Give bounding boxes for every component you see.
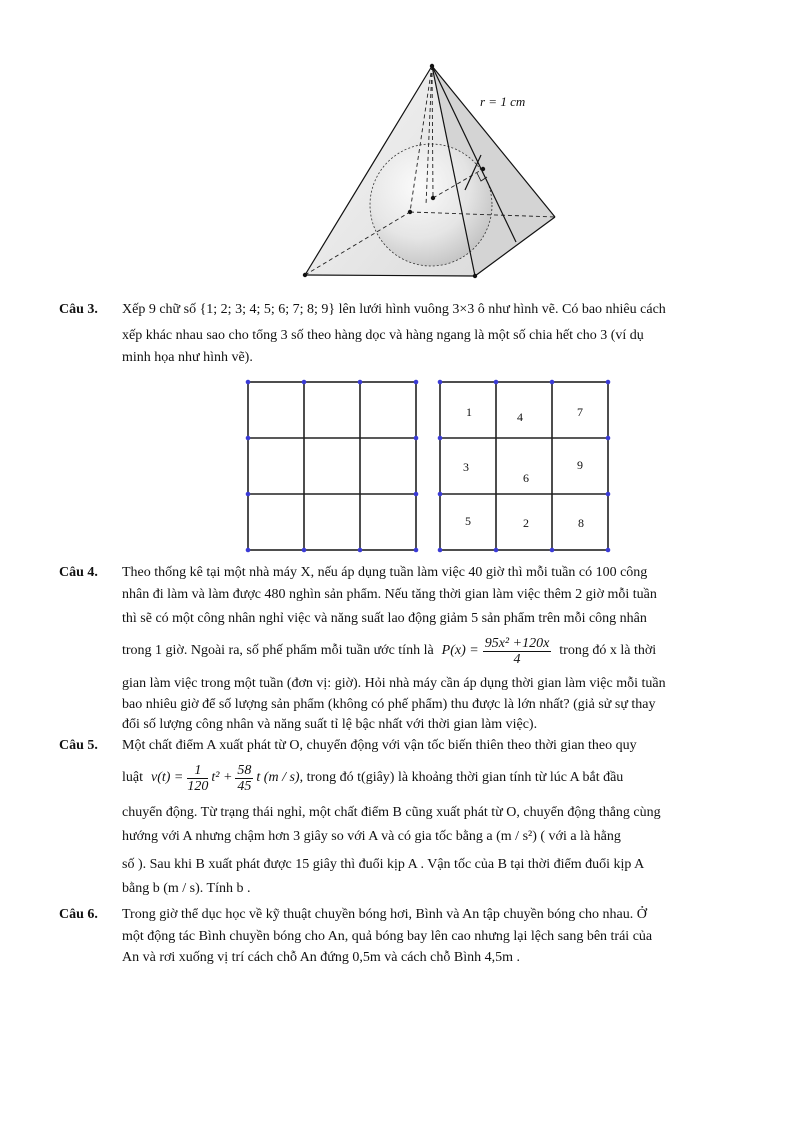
grid-cell-r1c2: 4 — [517, 410, 523, 424]
grid-cell-r3c3: 8 — [578, 516, 584, 530]
example-grid-figure — [436, 378, 614, 556]
question-6-text-line-1: Trong giờ thể dục học về kỹ thuật chuyền bóng hơi, Bình và An tập chuyền bóng cho nhau. Ở — [122, 907, 647, 922]
formula-p-numerator: 95x² +120x — [484, 635, 550, 651]
question-4-text-line-5: gian làm việc trong một tuần (đơn vị: giờ). Hỏi nhà máy cần áp dụng thời gian làm việc mỗi tuần — [122, 676, 666, 691]
pyramid-sphere-figure — [290, 55, 570, 285]
grid-cell-r3c2: 2 — [523, 516, 529, 530]
question-6-text-line-3: An và rơi xuống vị trí cách chỗ An đứng 0,5m và cách chỗ Bình 4,5m . — [122, 950, 520, 965]
empty-grid-figure — [244, 378, 422, 556]
grid-cell-r2c2: 6 — [523, 471, 529, 485]
formula-p-lhs: P(x) = — [441, 643, 479, 658]
question-4-text-line-7: đổi số lượng công nhân và năng suất tỉ lệ bậc nhất với thời gian làm việc). — [122, 717, 538, 732]
question-3-text-line-1: Xếp 9 chữ số {1; 2; 3; 4; 5; 6; 7; 8; 9} lên lưới hình vuông 3×3 ô như hình vẽ. Có bao nhiêu cách — [122, 302, 666, 317]
formula-v-lhs: v(t) = — [151, 770, 184, 785]
formula-v-f1-num: 1 — [187, 763, 208, 779]
grid-cell-r3c1: 5 — [465, 514, 471, 528]
formula-v-t-squared: t² + — [211, 770, 233, 785]
grid-cell-r1c3: 7 — [577, 405, 583, 419]
grid-cell-r2c1: 3 — [463, 460, 469, 474]
question-5-text-line-3: chuyển động. Từ trạng thái nghỉ, một chất điểm B cũng xuất phát từ O, chuyển động thẳng cùng — [122, 805, 661, 820]
question-3-label: Câu 3. — [59, 302, 98, 317]
formula-v-fraction-2 — [235, 763, 253, 794]
formula-p-denominator: 4 — [513, 651, 521, 667]
question-3-text-line-2: xếp khác nhau sao cho tổng 3 số theo hàng dọc và hàng ngang là một số chia hết cho 3 (ví dụ — [122, 328, 644, 343]
radius-label: r = 1 cm — [480, 94, 526, 109]
question-3-text-line-3: minh họa như hình vẽ). — [122, 350, 253, 365]
question-5-text-line-4: hướng với A nhưng chậm hơn 3 giây so với A và có gia tốc bằng a (m / s²) ( với a là hằng — [122, 829, 621, 844]
question-4-text-line-3: thì sẽ có một công nhân nghỉ việc và năng suất lao động giảm 5 sản phẩm trên mỗi công nhân — [122, 611, 647, 626]
question-5-formula-line — [122, 758, 736, 798]
question-5-text-line-5: số ). Sau khi B xuất phát được 15 giây thì đuổi kịp A . Vận tốc của B tại thời điểm đuổi kịp A — [122, 857, 645, 872]
question-5-text-line-1: Một chất điểm A xuất phát từ O, chuyển động với vận tốc biến thiên theo thời gian theo quy — [122, 738, 637, 753]
question-5-text-line-6: bằng b (m / s). Tính b . — [122, 881, 251, 896]
question-4-formula-line — [122, 633, 736, 669]
grid-cell-r1c1: 1 — [466, 405, 472, 419]
question-4-text-line-4b: trong đó x là thời — [559, 643, 657, 658]
formula-v-f1-den: 120 — [187, 778, 209, 794]
grid-cell-r2c3: 9 — [577, 458, 583, 472]
question-4-text-line-2: nhân đi làm và làm được 480 nghìn sản phẩm. Nếu tăng thời gian làm việc thêm 2 giờ mỗi tuần — [122, 587, 657, 602]
question-4-text-line-4a: trong 1 giờ. Ngoài ra, số phế phẩm mỗi tuần ước tính là — [122, 643, 434, 658]
question-4-text-line-6: bao nhiêu giờ để số lượng sản phẩm (không có phế phẩm) thu được là lớn nhất? (giả sử sự thay — [122, 697, 656, 712]
question-4-text-line-1: Theo thống kê tại một nhà máy X, nếu áp dụng tuần làm việc 40 giờ thì mỗi tuần có 100 công — [122, 565, 648, 580]
formula-p-fraction — [483, 636, 552, 667]
question-5-label: Câu 5. — [59, 738, 98, 753]
formula-v-f2-num: 58 — [237, 762, 252, 778]
formula-v-fraction-1 — [187, 763, 208, 794]
formula-v-t-unit: t (m / s) — [256, 770, 300, 785]
question-5-text-line-2a: luật — [122, 770, 143, 785]
formula-v-f2-den: 45 — [237, 778, 252, 794]
question-5-text-line-2b: , trong đó t(giây) là khoảng thời gian tính từ lúc A bắt đầu — [299, 770, 624, 785]
question-6-text-line-2: một động tác Bình chuyền bóng cho An, quả bóng bay lên cao nhưng lại lệch sang bên trái của — [122, 929, 653, 944]
question-4-label: Câu 4. — [59, 565, 98, 580]
question-6-label: Câu 6. — [59, 907, 98, 922]
